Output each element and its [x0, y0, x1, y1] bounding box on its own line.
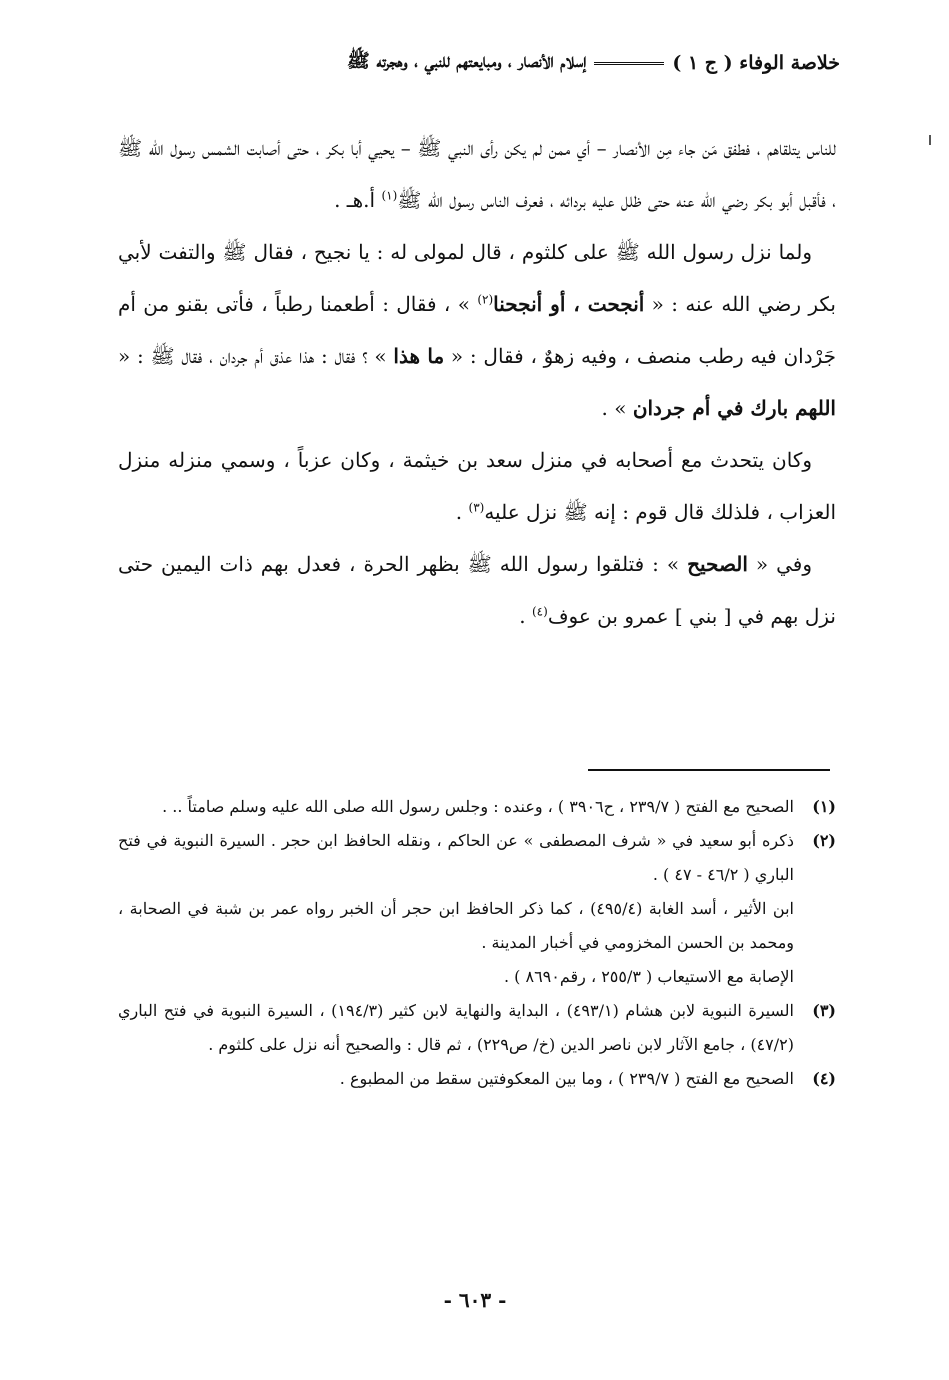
paragraph-text: أ.هـ . [334, 188, 382, 212]
footnote-number: (١) [812, 797, 836, 816]
footnote-text: الإصابة مع الاستيعاب ( ٢٥٥/٣ ، رقم٨٦٩٠ ) . [503, 967, 794, 986]
footnote-2-continuation-a [118, 892, 836, 960]
margin-mark [929, 135, 931, 145]
paragraph-1 [118, 122, 836, 226]
paragraph-3 [118, 434, 836, 538]
paragraph-text: » ؟ فقال : هذا عذق أم جردان ، فقال ﷺ : « [118, 344, 394, 368]
hadith-quote: اللهم بارك في أم جردان [632, 396, 836, 420]
footnote-number: (٤) [812, 1069, 836, 1088]
footnote-ref-2[interactable]: (٢) [477, 292, 494, 307]
footnote-3 [118, 994, 836, 1062]
hadith-quote: ما هذا [393, 344, 445, 368]
footnote-number: (٢) [812, 831, 836, 850]
footnote-text: الصحيح مع الفتح ( ٢٣٩/٧ ، ح٣٩٠٦ ) ، وعنده : وجلس رسول الله صلى الله عليه وسلم صامتاً .. . [162, 797, 794, 816]
header-book-part: خلاصة الوفاء ( ج ١ ) [672, 52, 840, 74]
footnote-text: ذكره أبو سعيد في « شرف المصطفى » عن الحاكم ، ونقله الحافظ ابن حجر . السيرة النبوية في فتح الباري ( ٤٦/٢ - ٤٧ ) . [118, 831, 794, 884]
paragraph-2 [118, 226, 836, 434]
paragraph-text: . [519, 604, 532, 628]
book-title: الصحيح [687, 552, 748, 576]
footnote-text: السيرة النبوية لابن هشام (٤٩٣/١) ، البداية والنهاية لابن كثير (١٩٤/٣) ، السيرة النبوية في فتح الباري (٤٧/٢) ، جامع الآثار لابن ناصر الدين (خ/ ص٢٢٩) ، ثم قال : والصحيح أنه نزل على كلثوم . [118, 1001, 794, 1054]
header-chapter-title: إسلام الأنصار ، ومبايعتهم للنبي ، وهجرته ﷺ [346, 50, 587, 72]
footnote-4 [118, 1062, 836, 1096]
footnote-2 [118, 824, 836, 892]
paragraph-text: » . [601, 396, 633, 420]
footnote-number: (٣) [812, 1001, 836, 1020]
paragraph-text: » : فتلقوا رسول الله ﷺ بظهر الحرة ، فعدل بهم ذات اليمين حتى نزل بهم في [ بني ] عمرو بن عوف [118, 552, 836, 628]
paragraph-text: وكان يتحدث مع أصحابه في منزل سعد بن خيثمة ، وكان عزباً ، وسمي منزله منزل العزاب ، فلذلك قال قوم : إنه ﷺ نزل عليه [118, 448, 836, 524]
footnote-text: ابن الأثير ، أسد الغابة (٤٩٥/٤) ، كما ذكر الحافظ ابن حجر أن الخبر رواه عمر بن شبة في الصحابة ، ومحمد بن الحسن المخزومي في أخبار المدينة . [118, 899, 794, 952]
footnote-ref-4[interactable]: (٤) [531, 604, 548, 619]
paragraph-text: للناس يتلقاهم ، فطفق مَن جاء مِن الأنصار – أي ممن لم يكن رأى النبي ﷺ – يحيي أبا بكر ، حتى أصابت الشمس رسول الله ﷺ ، فأقبل أبو بكر رضي الله عنه حتى ظلل عليه بردائه ، فعرف الناس رسول الله ﷺ [118, 136, 836, 212]
footnote-separator [588, 769, 830, 771]
footnote-ref-3[interactable]: (٣) [468, 500, 485, 515]
paragraph-text: . [455, 500, 469, 524]
page-number: - ٦٠٣ - [443, 1288, 507, 1312]
footnote-text: الصحيح مع الفتح ( ٢٣٩/٧ ) ، وما بين المعكوفتين سقط من المطبوع . [339, 1069, 794, 1088]
paragraph-text: ولما نزل رسول الله ﷺ على كلثوم ، قال لمولى له : يا نجيح ، فقال ﷺ والتفت لأبي بكر رضي الله عنه : « [118, 240, 836, 316]
hadith-quote: أنجحت ، أو أنجحنا [493, 292, 645, 316]
footnote-1 [118, 790, 836, 824]
main-text [118, 122, 836, 642]
footnotes [118, 790, 836, 1096]
header-rule [594, 62, 664, 65]
footnote-ref-1[interactable]: (١) [381, 188, 398, 203]
footnote-2-continuation-b [118, 960, 836, 994]
paragraph-text: وفي « [747, 552, 813, 576]
paragraph-text: » ، فقال : أطعمنا رطباً ، فأتى بقنو من أم جَرْدان فيه رطب منصف ، وفيه زهوٌ ، فقال : « [118, 292, 836, 368]
running-header [112, 44, 840, 82]
paragraph-4 [118, 538, 836, 642]
